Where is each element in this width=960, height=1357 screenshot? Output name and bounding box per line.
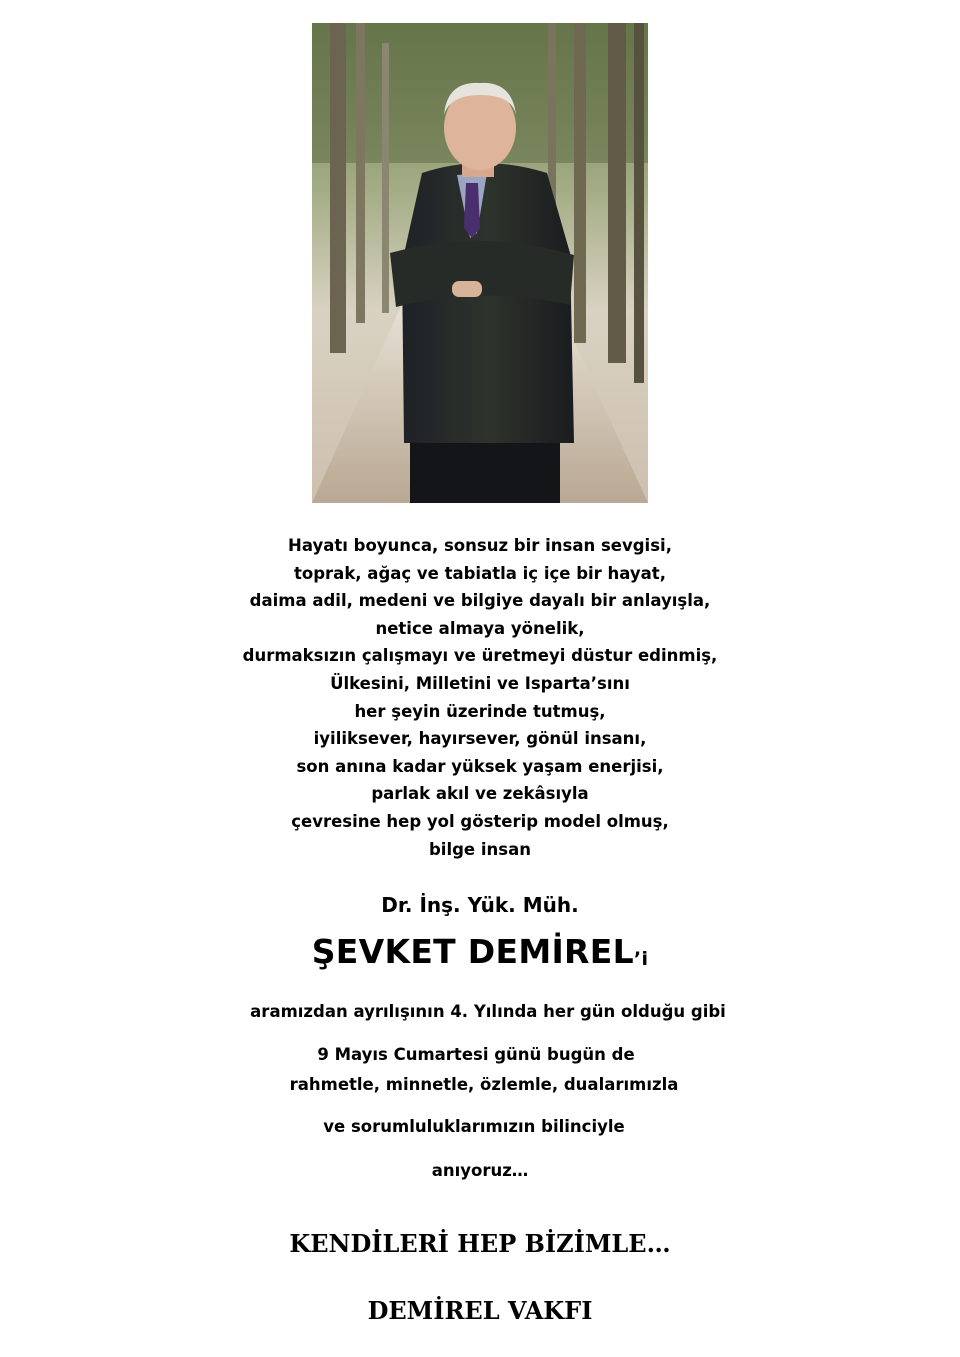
poem-line: durmaksızın çalışmayı ve üretmeyi düstur edinmiş, [242, 646, 718, 666]
poem-line: parlak akıl ve zekâsıyla [371, 784, 589, 804]
message-line-2: 9 Mayıs Cumartesi günü bugün de [317, 1045, 635, 1064]
message-line-4: ve sorumluluklarımızın bilinciyle [323, 1117, 625, 1136]
poem-line: netice almaya yönelik, [375, 618, 585, 638]
name-suffix: ’i [633, 948, 649, 970]
poem-line: Hayatı boyunca, sonsuz bir insan sevgisi, [288, 536, 672, 555]
poem-line: çevresine hep yol gösterip model olmuş, [291, 811, 669, 831]
message-line-1: aramızdan ayrılışının 4. Yılında her gün olduğu gibi [250, 1002, 726, 1021]
poem-line: her şeyin üzerinde tutmuş, [354, 701, 606, 721]
person-title: Dr. İnş. Yük. Müh. [381, 893, 579, 917]
poem-line: Ülkesini, Milletini ve Isparta’sını [330, 673, 630, 693]
poem-line: son anına kadar yüksek yaşam enerjisi, [296, 756, 664, 776]
person-name-heading [0, 932, 960, 971]
poem-line: toprak, ağaç ve tabiatla iç içe bir hayat, [294, 563, 666, 583]
poem-line: iyiliksever, hayırsever, gönül insanı, [313, 729, 647, 749]
message-line-5: anıyoruz… [431, 1161, 529, 1180]
foundation-name: DEMİREL VAKFI [367, 1296, 593, 1325]
portrait-photo [312, 23, 648, 503]
person-name: ŞEVKET DEMİREL [311, 932, 634, 971]
message-line-3: rahmetle, minnetle, özlemle, dualarımızla [289, 1075, 679, 1094]
poem-line: bilge insan [429, 839, 531, 859]
memorial-poem [0, 532, 960, 863]
closing-statement: KENDİLERİ HEP BİZİMLE… [289, 1229, 671, 1258]
poem-line: daima adil, medeni ve bilgiye dayalı bir anlayışla, [249, 591, 711, 611]
